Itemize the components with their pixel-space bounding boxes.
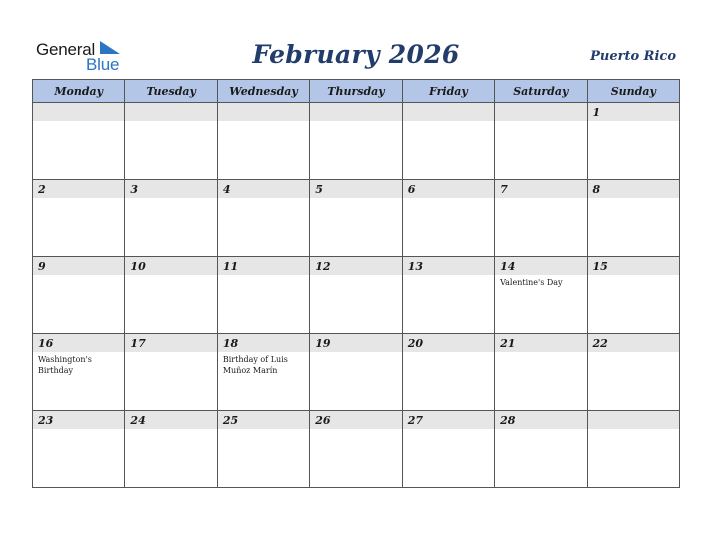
holiday-event: Birthday of Luis Muñoz Marín: [222, 355, 288, 375]
day-cell: [587, 257, 679, 334]
day-number: [310, 103, 401, 121]
day-cell: [402, 411, 494, 488]
day-cell: [495, 103, 587, 180]
day-number: 12: [310, 257, 401, 275]
day-cell: [33, 411, 125, 488]
day-cell: [310, 257, 402, 334]
day-number: 10: [125, 257, 216, 275]
day-cell: [402, 257, 494, 334]
day-cell: [125, 180, 217, 257]
day-cell: [587, 103, 679, 180]
day-number: 9: [33, 257, 124, 275]
day-cell: [33, 334, 125, 411]
day-number: 19: [310, 334, 401, 352]
day-number: 24: [125, 411, 216, 429]
day-number: 17: [125, 334, 216, 352]
day-cell: [33, 103, 125, 180]
day-number: 21: [495, 334, 586, 352]
day-cell: [402, 334, 494, 411]
day-cell: [402, 103, 494, 180]
logo-word-blue: Blue: [86, 55, 120, 74]
day-cell: [33, 180, 125, 257]
day-number: 22: [588, 334, 679, 352]
holiday-event: Valentine's Day: [500, 278, 563, 287]
day-cell: [587, 411, 679, 488]
weekday-header: Friday: [402, 80, 494, 103]
day-number: 5: [310, 180, 401, 198]
day-number: 14: [495, 257, 586, 275]
weekday-header: Thursday: [310, 80, 402, 103]
day-cell: [217, 334, 309, 411]
day-number: [495, 103, 586, 121]
day-cell: [125, 103, 217, 180]
calendar-title: February 2026: [252, 40, 460, 69]
logo-word-general: General: [36, 40, 96, 59]
day-number: [588, 411, 679, 429]
day-cell: [125, 411, 217, 488]
day-number: 4: [218, 180, 309, 198]
day-cell: [310, 103, 402, 180]
weekday-header: Sunday: [587, 80, 679, 103]
day-number: [403, 103, 494, 121]
day-cell: [217, 180, 309, 257]
weekday-header-row: [33, 80, 680, 103]
day-cell: [125, 334, 217, 411]
day-number: 23: [33, 411, 124, 429]
day-number: 11: [218, 257, 309, 275]
day-number: [218, 103, 309, 121]
week-row: [33, 257, 680, 334]
day-cell: [310, 334, 402, 411]
day-cell: [495, 334, 587, 411]
day-number: 28: [495, 411, 586, 429]
calendar-grid: [32, 79, 680, 488]
day-cell: [587, 334, 679, 411]
day-number: 1: [588, 103, 679, 121]
day-number: 27: [403, 411, 494, 429]
holiday-event: Washington's Birthday: [38, 355, 92, 375]
day-number: 6: [403, 180, 494, 198]
day-number: 16: [33, 334, 124, 352]
day-cell: [402, 180, 494, 257]
day-number: 8: [588, 180, 679, 198]
week-row: [33, 103, 680, 180]
day-number: 13: [403, 257, 494, 275]
day-cell: [33, 257, 125, 334]
day-number: 25: [218, 411, 309, 429]
weekday-header: Tuesday: [125, 80, 217, 103]
day-number: 2: [33, 180, 124, 198]
day-number: 15: [588, 257, 679, 275]
day-number: 3: [125, 180, 216, 198]
day-cell: [217, 257, 309, 334]
week-row: [33, 334, 680, 411]
week-row: [33, 411, 680, 488]
day-cell: [217, 103, 309, 180]
day-cell: [125, 257, 217, 334]
day-cell: [310, 411, 402, 488]
week-row: [33, 180, 680, 257]
weekday-header: Monday: [33, 80, 125, 103]
day-cell: [217, 411, 309, 488]
day-cell: [495, 257, 587, 334]
region-label: Puerto Rico: [590, 49, 676, 64]
day-number: 26: [310, 411, 401, 429]
day-number: 7: [495, 180, 586, 198]
day-number: [125, 103, 216, 121]
day-number: 20: [403, 334, 494, 352]
day-cell: [495, 180, 587, 257]
weekday-header: Wednesday: [217, 80, 309, 103]
day-cell: [495, 411, 587, 488]
day-number: 18: [218, 334, 309, 352]
day-cell: [587, 180, 679, 257]
day-number: [33, 103, 124, 121]
day-cell: [310, 180, 402, 257]
weekday-header: Saturday: [495, 80, 587, 103]
